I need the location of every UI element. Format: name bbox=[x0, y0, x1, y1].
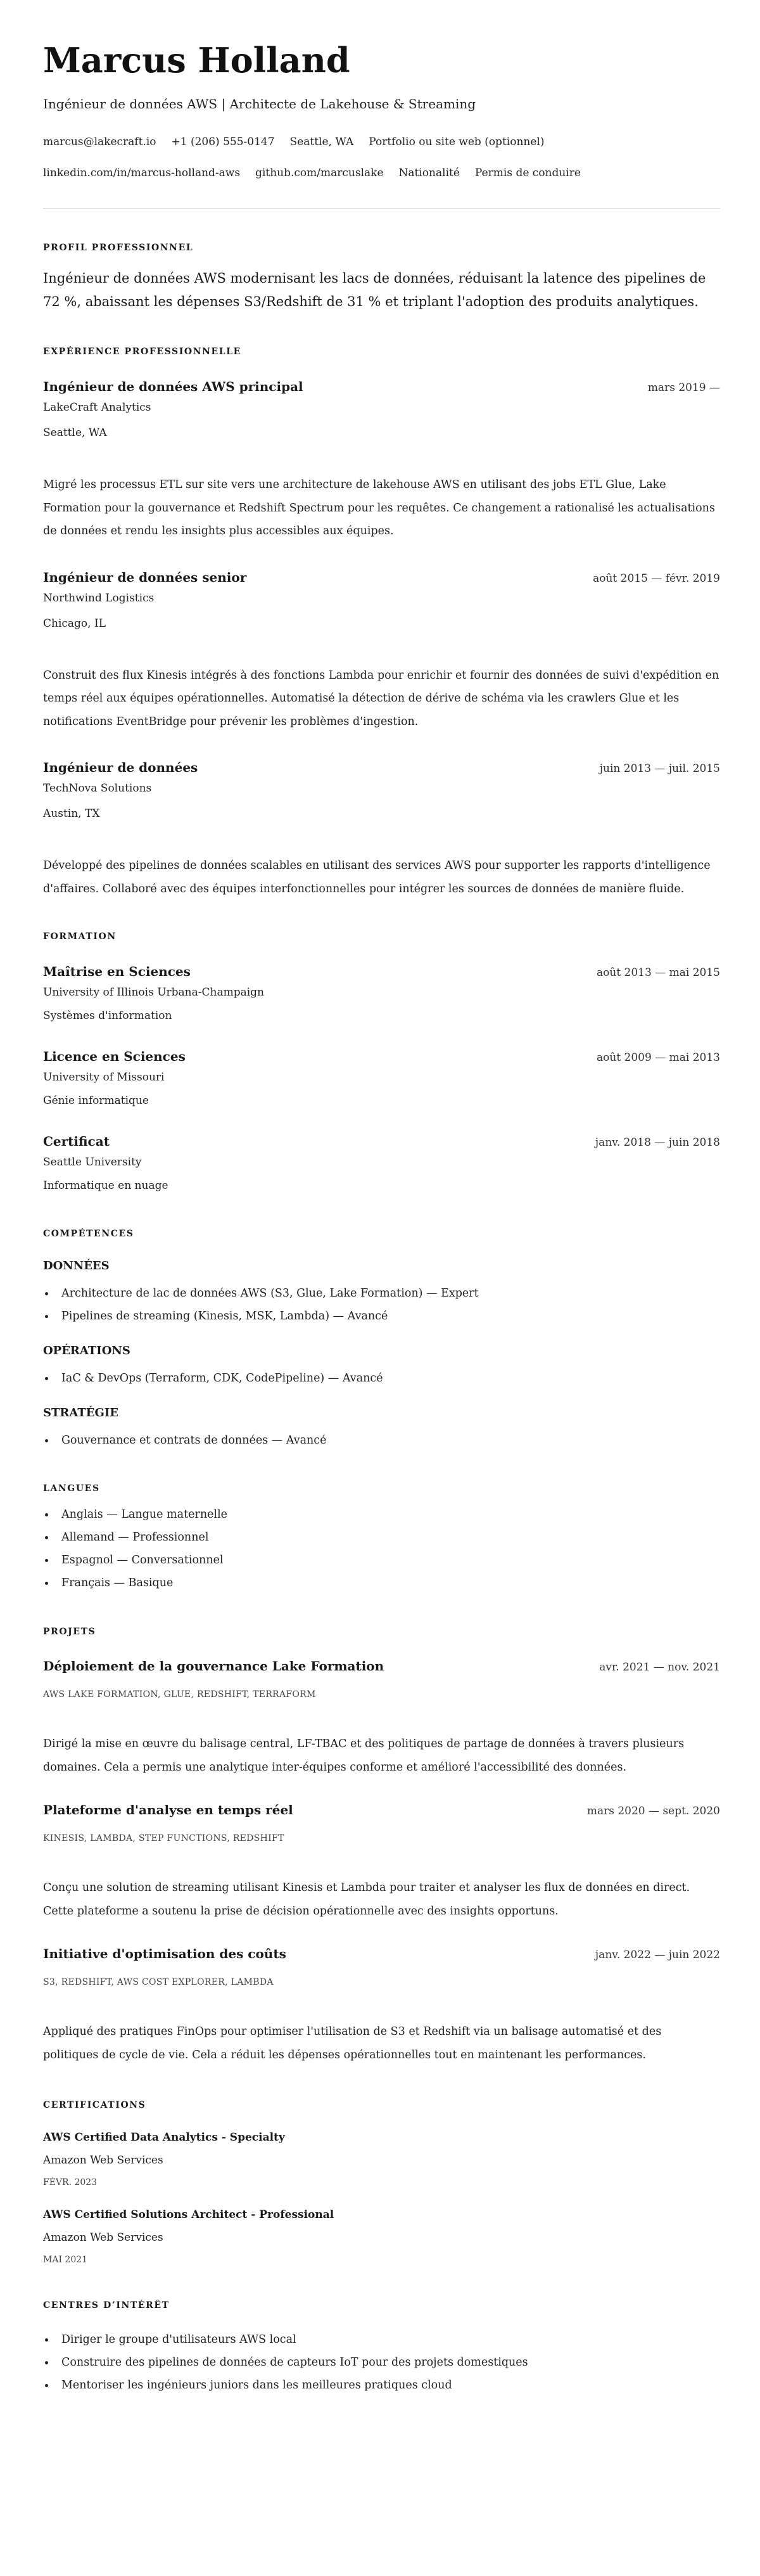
job-header bbox=[43, 568, 720, 588]
degree: Licence en Sciences bbox=[43, 1049, 186, 1064]
nationality: Nationalité bbox=[398, 167, 460, 179]
project-header bbox=[43, 1800, 720, 1821]
certification-name: AWS Certified Data Analytics - Specialty bbox=[43, 2131, 285, 2144]
certification-name: AWS Certified Solutions Architect - Professional bbox=[43, 2208, 334, 2221]
school: University of Missouri bbox=[43, 1071, 165, 1084]
certification-issuer: Amazon Web Services bbox=[43, 2231, 163, 2244]
headline: Ingénieur de données AWS | Architecte de Lakehouse & Streaming bbox=[43, 96, 476, 112]
education-entry bbox=[43, 1047, 720, 1111]
skill-list bbox=[43, 1429, 720, 1452]
job-title: Ingénieur de données senior bbox=[43, 569, 247, 585]
job-description: Développé des pipelines de données scalables en utilisant des services AWS pour supporter les rapports d'intelligence d'affaires. Collaboré avec des équipes interfonctionnelles pour intégrer les sources de données de manière fluide. bbox=[43, 859, 711, 895]
language-item: Espagnol — Conversationnel bbox=[43, 1549, 720, 1572]
interest-item: Construire des pipelines de données de capteurs IoT pour des projets domestiques bbox=[43, 2351, 720, 2374]
job-entry bbox=[43, 758, 720, 900]
project-header bbox=[43, 1656, 720, 1677]
company: Northwind Logistics bbox=[43, 591, 155, 605]
job-location: Austin, TX bbox=[43, 807, 100, 820]
skill-group-title: OPÉRATIONS bbox=[43, 1344, 130, 1357]
job-location: Seattle, WA bbox=[43, 426, 107, 439]
job-header bbox=[43, 758, 720, 778]
contact-info bbox=[43, 133, 720, 182]
company: LakeCraft Analytics bbox=[43, 401, 151, 414]
company: TechNova Solutions bbox=[43, 782, 152, 795]
education-dates: août 2013 — mai 2015 bbox=[597, 966, 720, 979]
education-header bbox=[43, 1047, 720, 1067]
section-title-skills: COMPÉTENCES bbox=[43, 1229, 134, 1239]
section-title-languages: LANGUES bbox=[43, 1483, 100, 1494]
project-description: Conçu une solution de streaming utilisant Kinesis et Lambda pour traiter et analyser les flux de données en direct. Cette plateforme a soutenu la prise de décision opérationnelle avec des insights opportuns. bbox=[43, 1881, 690, 1918]
language-item: Anglais — Langue maternelle bbox=[43, 1503, 720, 1526]
field-of-study: Systèmes d'information bbox=[43, 1009, 172, 1022]
phone: +1 (206) 555-0147 bbox=[171, 136, 275, 148]
project-tech-stack: KINESIS, LAMBDA, STEP FUNCTIONS, REDSHIFT bbox=[43, 1833, 284, 1843]
section-title-interests: CENTRES D’INTÉRÊT bbox=[43, 2300, 170, 2310]
skill-item: IaC & DevOps (Terraform, CDK, CodePipeline) — Avancé bbox=[43, 1367, 720, 1390]
project-title: Plateforme d'analyse en temps réel bbox=[43, 1802, 293, 1817]
project-entry bbox=[43, 1944, 720, 2067]
project-entry bbox=[43, 1656, 720, 1779]
email-link[interactable]: marcus@lakecraft.io bbox=[43, 136, 156, 148]
section-title-education: FORMATION bbox=[43, 932, 117, 942]
language-list bbox=[43, 1503, 720, 1594]
linkedin-link[interactable]: linkedin.com/in/marcus-holland-aws bbox=[43, 167, 241, 179]
job-title: Ingénieur de données bbox=[43, 760, 198, 775]
job-description: Migré les processus ETL sur site vers une architecture de lakehouse AWS en utilisant des jobs ETL Glue, Lake Formation pour la gouvernance et Redshift Spectrum pour les requêtes. Ce changement a rationalisé les actualisations de données et rendu les insights plus accessibles aux équipes. bbox=[43, 478, 715, 537]
language-item: Allemand — Professionnel bbox=[43, 1526, 720, 1549]
interest-item: Mentoriser les ingénieurs juniors dans les meilleures pratiques cloud bbox=[43, 2374, 720, 2397]
certification-entry bbox=[43, 2129, 720, 2190]
skill-item: Gouvernance et contrats de données — Avancé bbox=[43, 1429, 720, 1452]
education-dates: janv. 2018 — juin 2018 bbox=[595, 1136, 720, 1149]
skill-item: Pipelines de streaming (Kinesis, MSK, Lambda) — Avancé bbox=[43, 1305, 720, 1328]
skill-list bbox=[43, 1282, 720, 1328]
section-title-summary: PROFIL PROFESSIONNEL bbox=[43, 243, 194, 253]
education-header bbox=[43, 962, 720, 982]
field-of-study: Informatique en nuage bbox=[43, 1179, 168, 1192]
certification-issuer: Amazon Web Services bbox=[43, 2154, 163, 2167]
interest-item: Diriger le groupe d'utilisateurs AWS local bbox=[43, 2328, 720, 2351]
interest-list bbox=[43, 2328, 720, 2397]
job-dates: juin 2013 — juil. 2015 bbox=[599, 762, 720, 775]
project-entry bbox=[43, 1800, 720, 1923]
portfolio-link[interactable]: Portfolio ou site web (optionnel) bbox=[369, 136, 545, 148]
section-title-experience: EXPÉRIENCE PROFESSIONNELLE bbox=[43, 347, 241, 357]
project-dates: mars 2020 — sept. 2020 bbox=[586, 1805, 720, 1817]
degree: Maîtrise en Sciences bbox=[43, 964, 191, 979]
project-description: Appliqué des pratiques FinOps pour optimiser l'utilisation de S3 et Redshift via un balisage automatisé et des politiques de cycle de vie. Cela a réduit les dépenses opérationnelles tout en maintenant les performances. bbox=[43, 2025, 662, 2061]
education-entry bbox=[43, 962, 720, 1026]
project-title: Initiative d'optimisation des coûts bbox=[43, 1946, 286, 1961]
github-link[interactable]: github.com/marcuslake bbox=[255, 167, 384, 179]
job-header bbox=[43, 377, 720, 397]
education-header bbox=[43, 1132, 720, 1152]
education-entry bbox=[43, 1132, 720, 1196]
skill-list bbox=[43, 1367, 720, 1390]
school: Seattle University bbox=[43, 1156, 142, 1169]
job-location: Chicago, IL bbox=[43, 617, 106, 630]
job-description: Construit des flux Kinesis intégrés à des fonctions Lambda pour enrichir et fournir des données de suivi d'expédition en temps réel aux équipes opérationnelles. Automatisé la détection de dérive de schéma via les crawlers Glue et les notifications EventBridge pour prévenir les problèmes d'ingestion. bbox=[43, 669, 719, 728]
language-item: Français — Basique bbox=[43, 1572, 720, 1594]
skill-group-title: STRATÉGIE bbox=[43, 1406, 118, 1419]
job-entry bbox=[43, 568, 720, 734]
location: Seattle, WA bbox=[289, 136, 354, 148]
project-dates: janv. 2022 — juin 2022 bbox=[595, 1949, 720, 1961]
candidate-name: Marcus Holland bbox=[43, 40, 350, 80]
project-description: Dirigé la mise en œuvre du balisage central, LF-TBAC et des politiques de partage de données à travers plusieurs domaines. Cela a permis une analytique inter-équipes conforme et amélioré l'accessibilité des données. bbox=[43, 1738, 685, 1774]
certification-date: MAI 2021 bbox=[43, 2255, 88, 2265]
project-tech-stack: AWS LAKE FORMATION, GLUE, REDSHIFT, TERRAFORM bbox=[43, 1689, 316, 1700]
job-dates: août 2015 — févr. 2019 bbox=[593, 572, 720, 585]
degree: Certificat bbox=[43, 1134, 110, 1149]
certification-entry bbox=[43, 2207, 720, 2267]
skill-group-title: DONNÉES bbox=[43, 1259, 110, 1272]
school: University of Illinois Urbana-Champaign bbox=[43, 986, 265, 999]
project-tech-stack: S3, REDSHIFT, AWS COST EXPLORER, LAMBDA bbox=[43, 1977, 274, 1987]
field-of-study: Génie informatique bbox=[43, 1094, 149, 1107]
summary-text: Ingénieur de données AWS modernisant les lacs de données, réduisant la latence des pipelines de 72 %, abaissant les dépenses S3/Redshift de 31 % et triplant l'adoption des produits analytiques. bbox=[43, 271, 706, 309]
section-title-certifications: CERTIFICATIONS bbox=[43, 2100, 146, 2110]
section-title-projects: PROJETS bbox=[43, 1627, 96, 1637]
project-header bbox=[43, 1944, 720, 1964]
certification-date: FÉVR. 2023 bbox=[43, 2177, 98, 2188]
education-dates: août 2009 — mai 2013 bbox=[597, 1051, 720, 1064]
job-entry bbox=[43, 377, 720, 543]
job-title: Ingénieur de données AWS principal bbox=[43, 379, 303, 394]
skill-item: Architecture de lac de données AWS (S3, Glue, Lake Formation) — Expert bbox=[43, 1282, 720, 1305]
project-dates: avr. 2021 — nov. 2021 bbox=[599, 1661, 720, 1674]
job-dates: mars 2019 — bbox=[647, 381, 720, 394]
driving-license: Permis de conduire bbox=[474, 167, 581, 179]
project-title: Déploiement de la gouvernance Lake Formation bbox=[43, 1658, 384, 1674]
